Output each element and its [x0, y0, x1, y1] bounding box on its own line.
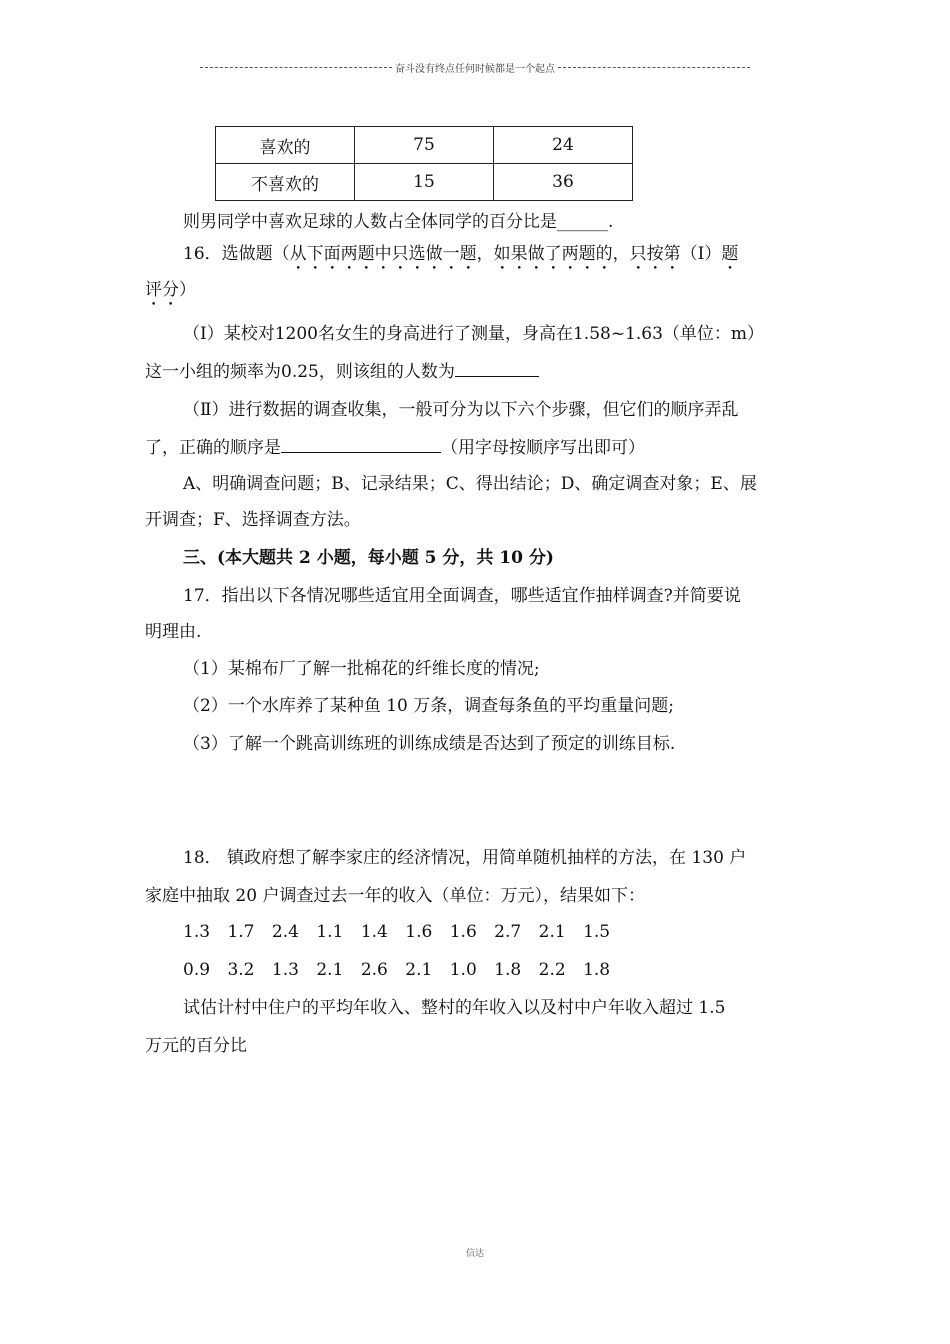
table-cell: 36	[494, 164, 633, 201]
q15-tail: 则男同学中喜欢足球的人数占全体同学的百分比是______.	[183, 212, 614, 232]
q17-line1: 17．指出以下各情况哪些适宜用全面调查，哪些适宜作抽样调查?并简要说	[183, 586, 741, 606]
table-cell: 75	[355, 127, 494, 164]
table-cell: 15	[355, 164, 494, 201]
header-dash-right	[558, 67, 750, 68]
q16-part2-text-b: （用字母按顺序写出即可）	[441, 438, 645, 458]
data-value: 1.3	[271, 960, 299, 980]
q16-part1-text: 这一小组的频率为0.25，则该组的人数为	[145, 362, 455, 382]
data-value: 0.9	[183, 960, 211, 980]
data-value: 1.6	[405, 922, 433, 942]
data-value: 2.7	[494, 922, 522, 942]
q18-line2: 家庭中抽取 20 户调查过去一年的收入（单位：万元），结果如下：	[145, 886, 645, 906]
data-value: 1.8	[583, 960, 611, 980]
q18-data-row1	[183, 920, 622, 944]
q18-line3: 试估计村中住户的平均年收入、整村的年收入以及村中户年收入超过 1.5	[183, 998, 726, 1018]
q18-line4: 万元的百分比	[145, 1036, 247, 1056]
page-footer: 信达	[465, 1249, 484, 1259]
q16-part2-line1: （Ⅱ）进行数据的调查收集，一般可分为以下六个步骤，但它们的顺序弄乱	[183, 400, 739, 420]
q16-title-line2-emph: 评分	[145, 280, 179, 300]
q16-title-end: ）	[179, 280, 196, 300]
table-row	[216, 164, 633, 201]
data-value: 2.6	[360, 960, 388, 980]
data-value: 1.8	[494, 960, 522, 980]
q17-line2: 明理由.	[145, 622, 202, 642]
data-value: 3.2	[227, 960, 255, 980]
data-value: 2.1	[538, 922, 566, 942]
data-value: 2.1	[316, 960, 344, 980]
q16-part2-line2	[145, 434, 645, 460]
section3-title: 三、(本大题共 2 小题，每小题 5 分，共 10 分)	[183, 548, 554, 568]
table-cell-label: 不喜欢的	[216, 164, 355, 201]
data-value: 1.0	[449, 960, 477, 980]
q16-title-mid: （Ⅰ）	[680, 244, 722, 264]
q17-item2: （2）一个水库养了某种鱼 10 万条，调查每条鱼的平均重量问题;	[183, 696, 674, 716]
data-value: 1.4	[360, 922, 388, 942]
data-value: 2.2	[538, 960, 566, 980]
q16-options-line1: A、明确调查问题；B、记录结果；C、得出结论；D、确定调查对象；E、展	[183, 474, 757, 494]
table-row	[216, 127, 633, 164]
q17-item3: （3）了解一个跳高训练班的训练成绩是否达到了预定的训练目标.	[183, 734, 676, 754]
data-value: 2.4	[271, 922, 299, 942]
data-value: 1.7	[227, 922, 255, 942]
header-motto: 奋斗没有终点任何时候都是一个起点	[395, 64, 555, 75]
q16-options-line2: 开调查；F、选择调查方法。	[145, 510, 361, 530]
answer-blank	[281, 434, 441, 453]
q16-title-emph: 从下面两题中只选做一题，如果做了两题的，只按第	[289, 244, 681, 264]
answer-blank	[455, 358, 539, 377]
page-header	[200, 60, 750, 75]
data-value: 1.5	[583, 922, 611, 942]
q16-title	[183, 242, 738, 274]
data-value: 1.1	[316, 922, 344, 942]
table-cell-label: 喜欢的	[216, 127, 355, 164]
q18-line1: 18． 镇政府想了解李家庄的经济情况，用简单随机抽样的方法，在 130 户	[183, 848, 747, 868]
data-value: 1.6	[449, 922, 477, 942]
survey-table	[215, 126, 633, 201]
table-cell: 24	[494, 127, 633, 164]
q18-data-row2	[183, 958, 622, 982]
data-value: 2.1	[405, 960, 433, 980]
q16-part1-line1: （Ⅰ）某校对1200名女生的身高进行了测量，身高在1.58~1.63（单位：m）	[183, 324, 765, 344]
q16-title-prefix: 16．选做题（	[183, 244, 290, 264]
q16-part1-line2	[145, 358, 539, 384]
q16-title-line2	[145, 278, 196, 310]
data-value: 1.3	[183, 922, 211, 942]
q16-part2-text-a: 了，正确的顺序是	[145, 438, 281, 458]
header-dash-left	[200, 67, 392, 68]
q17-item1: （1）某棉布厂了解一批棉花的纤维长度的情况;	[183, 659, 540, 679]
q16-title-emph2: 题	[721, 244, 739, 264]
